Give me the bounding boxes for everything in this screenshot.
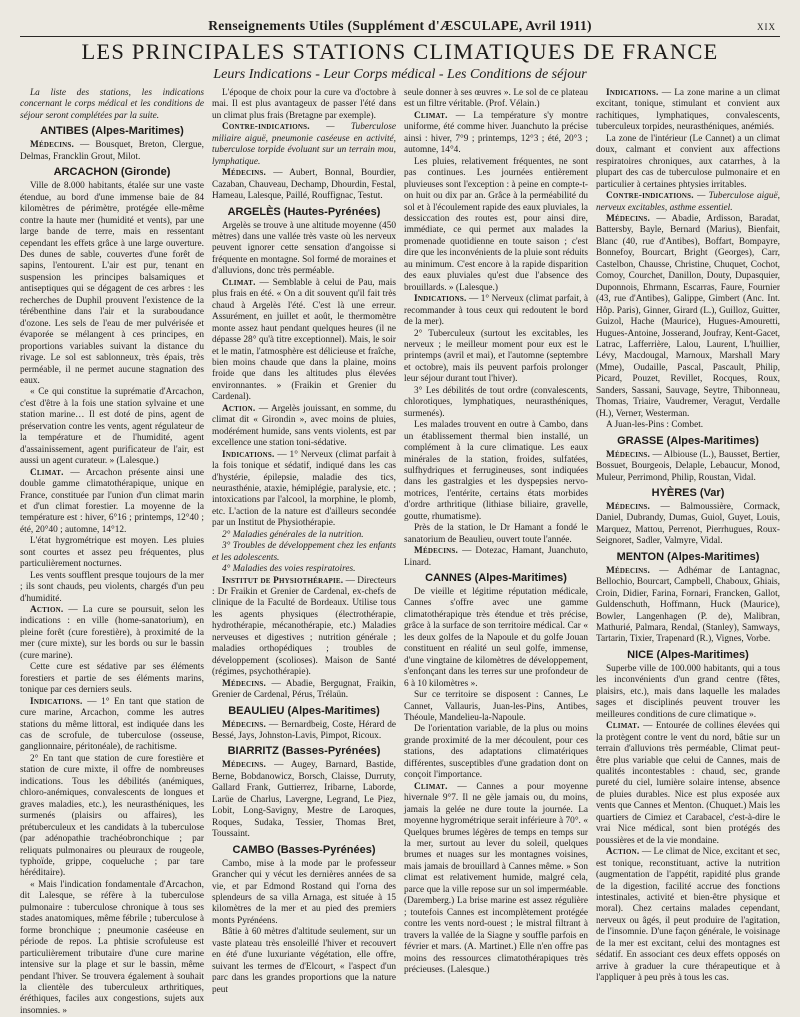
paragraph: 3° Les débilités de tout ordre (convalescents, chlorotiques, lymphatiques, neurasthéniques, surmenés).: [404, 385, 588, 419]
station-heading-argeles: ARGELÈS (Hautes-Pyrénées): [227, 205, 381, 218]
paragraph: « Mais l'indication fondamentale d'Arcachon, dit Lalesque, se réfère à la tuberculose pulmonaire : tuberculose chronique à tous ses stades anatomiques, même fébrile ; tuberculose à forme bronchique ; pneumonie caséeuse en période de repos. La phtisie scrofuleuse est particulièrement tributaire d'une cure marine intensive sur la plage et sur le bassin, même pendant l'hiver. Se trouvera également à souhait la clientèle des tuberculeux arthritiques, éréthiques, faciles aux congestions, sujets aux insomnies. »: [20, 879, 204, 1016]
station-heading-grasse: GRASSE (Alpes-Maritimes): [617, 434, 759, 447]
section-label: Action.: [222, 403, 256, 414]
paragraph: Cambo, mise à la mode par le professeur Grancher qui y vécut les dernières années de sa vie, et par Edmond Rostand qui l'orna des splendeurs de sa villa Arnaga, est située à 15 kilomètres de la mer et au pied des premiers monts Pyrénéens.: [212, 858, 396, 926]
running-head: [20, 16, 780, 36]
paragraph: Sur ce territoire se disposent : Cannes, Le Cannet, Vallauris, Juan-les-Pins, Antibes, Théoule, Mandelieu-la-Napoule.: [404, 690, 588, 724]
paragraph-text: — Semblable à celui de Pau, mais plus frais en été. « On a dit souvent qu'il fait très chaud à Argelès l'été. C'est là une erreur. Assurément, en juillet et août, le thermomètre monte assez haut pendant quelques heures (il ne dépasse 28° qu'à titre exceptionnel). Mais, le soir et le matin, l'atmosphère est délicieuse et fraîche, bien moins chaude que dans la plaine, moins froide que dans les altitudes plus élevées environnantes. » (Fraikin et Grenier du Cardenal).: [212, 277, 396, 403]
section-label: Climat.: [606, 721, 640, 732]
paragraph: De l'orientation variable, de la plus ou moins grande proximité de la mer découlent, pour ces stations, des adaptations climatériques différentes, susceptibles d'une gradation dont on conçoit l'importance.: [404, 724, 588, 781]
paragraph-text: — Tuberculose miliaire aiguë, pneumonie caséeuse en activité, tuberculose torpide évoluant sur un terrain mou, lymphatique.: [212, 122, 396, 167]
doctors-list: — Adhémar de Lantagnac, Bellochio, Bourcart, Campbell, Chaboux, Ghiais, Croin, Didier, Farina, Fornari, Francken, Gallot, Guldenschuth, Hoffmann, Huck (Maurice), Bowler, Langenhagen (P. de), Malibran, Mathurié, Palmara, Rendal, (Stanley), Samways, Tartarin, Tixier, Trapenard (R.), Vignes, Vorbe.: [596, 565, 780, 645]
doctors-list: — Augey, Barnard, Bastide, Berne, Bobdanowicz, Borsch, Claisse, Durruty, Gallard Frank, Guttierrez, Iribarne, Laborde, Larüe de Charlus, Lavergne, Legrand, Le Piez, Lobit, Long-Savigny, Mestre de Laroques, Roques, Sudaka, Tessier, Thomas Bret, Toussaint.: [212, 760, 396, 840]
doctors-list: — Abadie, Bergugnat, Fraikin, Grenier de Cardenal, Pérus, Trélaün.: [212, 678, 396, 701]
section-label: Indications.: [606, 88, 659, 98]
station-heading-nice: NICE (Alpes-Maritimes): [627, 648, 749, 661]
paragraph: Les pluies, relativement fréquentes, ne sont pas continues. Les journées entièrement pluvieuses sont l'exception : à peine en compte-t-on huit ou dix par an. Grâce à la perméabilité du sol et à l'écoulement rapide des eaux pluviales, la dessiccation des routes est, pour ainsi dire, immédiate, ce qui permet aux malades la promenade quotidienne en toute saison ; c'est dire que les inconvénients de la pluie sont réduits au minimum. C'est encore à la rapide disparition des eaux pluviales qu'est due l'absence des brouillards. » (Lalesque.): [404, 156, 588, 293]
paragraph-text: — Tuberculose aiguë, nerveux excitables, asthme essentiel.: [596, 191, 780, 213]
column-4: [596, 88, 780, 1006]
section-label: Action.: [606, 847, 640, 858]
paragraph-text: — La température s'y montre uniforme, été comme hiver. Juanchuto la précise ainsi : hiver, 7°9 ; printemps, 12°3 ; été, 20°3 ; automne, 14°4.: [404, 110, 588, 156]
paragraph-text: — 1° Nerveux (climat parfait, à recommander à tous ceux qui redoutent le bord de la mer).: [404, 294, 588, 328]
paragraph: 2° En tant que station de cure forestière et station de cure mixte, il offre de nombreuses indications. Tous les débilités (anémiques, chloro-anémiques, convalescents de longues et graves maladies, etc.), les neurasthéniques, les surmenés (plaisirs ou affaires), les prétuberculeux et les candidats à la tuberculose (par adénopathie trachéobronchique ; par reliquats pulmonaires ou pleuraux de rougeole, typhoïde, grippe, coqueluche ; par tare héréditaire).: [20, 753, 204, 879]
doctors-list: — Bousquet, Breton, Clergue, Delmas, Francklin Grout, Milot.: [20, 140, 204, 162]
page-number: XIX: [757, 22, 776, 32]
section-label: Contre-indications.: [606, 191, 694, 202]
section-label: Contre-indications.: [222, 122, 310, 133]
paragraph: seule donner à ses œuvres ». Le sol de ce plateau est un filtre véritable. (Prof. Vélain.): [404, 88, 588, 110]
doctors-list: — Aubert, Bonnal, Bourdier, Cazaban, Chauveau, Dechamp, Dhourdin, Festal, Hameau, Lalesque, Paillé, Rouffignac, Testut.: [212, 168, 396, 202]
doctors-list: — Bernardbeig, Coste, Hérard de Bessé, Jays, Johnston-Lavis, Pimpot, Ricoux.: [212, 719, 397, 742]
station-heading-hyeres: HYÈRES (Var): [651, 486, 725, 499]
paragraph: « Ce qui constitue la suprématie d'Arcachon, c'est d'être à la fois une station sylvaine et une station marine… Il est doté de pins, agent de préservation contre les vents, agent régulateur de la température et de l'humidité, agent d'assainissement, agent purificateur de l'air, est aussi un agent curateur. » (Lalesque.): [20, 387, 204, 467]
paragraph-text: — 1° Nerveux (climat parfait à la fois tonique et sédatif, indiqué dans les cas d'hystérie, épilepsie, maladie des tics, neurasthénie, ataxie, hémiplégie, paralysie, etc. ; intoxications par l'alcool, la morphine, le plomb, etc. L'action de la nature est d'ailleurs secondée par un Institut de Physiothérapie.: [212, 449, 396, 529]
paragraph-text: — Directeurs : Dr Fraikin et Grenier de Cardenal, ex-chefs de clinique de la Faculté de Bordeaux. Utilise tous les agents physiques (électrothérapie, hydrothérapie, mécanothérapie, etc.) Maladies nerveuses et digestives ; nutrition générale ; maladies orthopédiques ; troubles de développement (scolioses). Maison de Santé (régimes, psychothérapie).: [212, 575, 396, 678]
section-label: Indications.: [414, 294, 467, 305]
paragraph: L'état hygrométrique est moyen. Les pluies sont courtes et assez peu fréquentes, plus particulièrement nocturnes.: [20, 536, 204, 570]
column-1: [20, 88, 205, 1016]
paragraph: Argelès se trouve à une altitude moyenne (450 mètres) dans une vallée très vaste où les nerveux peuvent ignorer cette sensation d'angoisse si fréquente en montagne. Sol formé de moraines et d'alluvions, donc très perméable.: [212, 220, 396, 277]
paragraph: La zone de l'intérieur (Le Cannet) a un climat doux, calmant et convient aux affections respiratoires chroniques, aux catarrhes, à la plupart des cas de tuberculose pulmonaire et en particulier à certaines phtysies irritables.: [596, 133, 780, 190]
main-title: LES PRINCIPALES STATIONS CLIMATIQUES DE FRANCE: [81, 39, 719, 64]
section-label: Action.: [30, 605, 64, 616]
section-label: Médecins.: [222, 760, 267, 771]
section-label: Médecins.: [222, 678, 267, 689]
paragraph: 4° Maladies des voies respiratoires.: [222, 564, 356, 575]
column-3: [404, 88, 588, 1006]
section-label: Médecins.: [606, 565, 651, 576]
intro-note: La liste des stations, les indications concernant le corps médical et les conditions de séjour seront complétées par la suite.: [20, 88, 204, 121]
paragraph-text: — Cannes a pour moyenne hivernale 9°7. Il ne gèle jamais ou, du moins, jamais la gelée ne dure toute la journée. La moyenne hygrométrique serait inférieure à 70°. « Quelques brumes légères de temps en temps sur la mer, surtout au lever du soleil, quelques brumes et nuages sur les montagnes voisines, mais jamais de brouillard à Cannes même. » Son climat est relativement humide, malgré cela, parce que la ville repose sur un sol imperméable. (Daremberg.) La brise marine est assez régulière ; toutefois Cannes est incomplètement protégée contre les vents nord-ouest ; le mistral filtrant à travers la vallée de la Siagne y souffle parfois en février et mars. (A. Martinet.) Elle n'en offre pas moins des ressources climatothérapiques très précieuses. (Lalesque.): [404, 781, 588, 975]
paragraph: Ville de 8.000 habitants, étalée sur une vaste étendue, au bord d'une immense baie de 84 kilomètres de périmètre, protégée elle-même contre la haute mer (humidité et vents), par une large bande de terre, mais en ressentant cependant les effets grâce à une large ouverture. Des dunes de sable, couvertes d'une forêt de sapins, l'entourent. L'air est pur, tenant en suspension les principes balsamiques et antiseptiques qui se dégagent de ces arbres : les recherches de Duphil prouvent l'existence de la térébenthine dans l'air et la suraboudance d'ozone. Les sels de l'eau de mer pulvérisée et évaporée se mélangent à ces principes, en proportions variables suivant la distance du rivage. Le sol est sablonneux, très épais, très perméable, il ne permet aucune stagnation des eaux.: [20, 181, 204, 386]
section-label: Médecins.: [30, 140, 75, 151]
section-label: Médecins.: [606, 501, 651, 512]
doctors-list: — Balmoussière, Cormack, Daniel, Dubrandy, Dumas, Guiol, Guyet, Louis, Marquez, Mattou, Perrenot, Pierrhugues, Roux-Seignoret, Sadler, Valmyre, Vidal.: [596, 501, 781, 547]
doctors-list: — Albiouse (L.), Bausset, Bertier, Bossuet, Bourgeois, Delaple, Lebaucur, Monod, Muleur, Perrimond, Philip, Roustan, Vidal.: [596, 449, 780, 483]
paragraph-text: — Arcachon présente ainsi une double gamme climatothérapique, unique en France, constituée par l'union d'un climat marin et d'un climat forestier. La moyenne de la température est : hiver, 6°16 ; printemps, 12°40 ; été, 20°40 ; automne, 14°12.: [20, 467, 205, 535]
section-label: Climat.: [30, 467, 64, 478]
doctors-list: — Dotezac, Hamant, Juanchuto, Linard.: [404, 546, 588, 568]
paragraph: Cette cure est sédative par ses éléments forestiers et partie de ses éléments marins, tonique par ces derniers seuls.: [20, 662, 204, 696]
section-label: Médecins.: [414, 546, 459, 557]
section-label: Climat.: [414, 110, 448, 121]
paragraph: Les malades trouvent en outre à Cambo, dans un établissement thermal bien installé, un complément à la cure climatique. Les eaux minérales de la station, froides, sulfatées, sulfhydriques et ferrugineuses, sont indiquées dans les gastralgies et les dyspepsies nervo-motrices, l'entérite, certains états morbides d'ordre arthritique (lithiase biliaire, gravelle, goutte, rhumatisme).: [404, 420, 588, 522]
header-rule: [20, 36, 780, 37]
station-heading-menton: MENTON (Alpes-Maritimes): [616, 550, 760, 563]
paragraph: 2° Maladies générales de la nutrition.: [222, 529, 364, 540]
station-heading-beaulieu: BEAULIEU (Alpes-Maritimes): [228, 704, 380, 717]
station-heading-cannes: CANNES (Alpes-Maritimes): [425, 572, 567, 585]
section-label: Indications.: [222, 449, 275, 460]
paragraph: Les vents soufflent presque toujours de la mer ; ils sont chauds, peu violents, chargés d'un peu d'humidité.: [20, 570, 204, 604]
paragraph-text: — Le climat de Nice, excitant et sec, est tonique, reconstituant, active la nutrition (augmentation de l'appétit, rapidité plus grande de la digestion, facilité accrue des fonctions intestinales, activité et bien-être physique et moral). Chez certains malades cependant, nerveux ou âgés, il peut produire de l'agitation, de l'insomnie. D'une façon générale, le voisinage de la mer est excitant, celui des montagnes est sédatif. En associant ces deux effets opposés on arrive à graduer la cure thérapeutique et à l'appliquer à peu près à tous les cas.: [596, 847, 780, 984]
paragraph: A Juan-les-Pins : Combet.: [606, 420, 704, 431]
paragraph-text: — Argelès jouissant, en somme, du climat dit « Girondin », avec moins de pluies, modérément humide, sans vents violents, est par excellence une station toni-sédative.: [212, 403, 396, 449]
article-columns: [20, 88, 781, 1016]
subtitle: Leurs Indications - Leur Corps médical - Les Conditions de séjour: [213, 67, 587, 82]
section-label: Médecins.: [222, 168, 267, 179]
paragraph-text: — La zone marine a un climat excitant, tonique, stimulant et convient aux rachitiques, lymphatiques, convalescents, tuberculeux torpides, neurasthéniques, anémiés.: [596, 88, 780, 133]
section-label: Médecins.: [606, 449, 651, 460]
paragraph: 2° Tuberculeux (surtout les excitables, les nerveux ; le meilleur moment pour eux est le printemps (avril et mai), et l'automne (septembre et octobre), mais ils peuvent parfois prolonger leur séjour durant tout l'hiver).: [404, 328, 588, 385]
section-label: Médecins.: [222, 719, 267, 730]
section-label: Climat.: [222, 277, 256, 288]
paragraph: De vieille et légitime réputation médicale, Cannes s'offre avec une gamme climatothérapique très étendue et très précise, grâce à la surface de son territoire médical. Car « les deux golfes de la Napoule et du golfe Jouan constituent en réalité un seul golfe, immense, d'une vingtaine de kilomètres de développement, s'enfonçant dans les terres sur une profondeur de 6 à 10 kilomètres ».: [404, 587, 588, 689]
paragraph-text: — La cure se poursuit, selon les indications : en ville (home-sanatorium), en pleine forêt (cure forestière), à proximité de la mer (cure mixte), sur les bords ou sur le bassin (cure marine).: [20, 605, 205, 661]
station-heading-biarritz: BIARRITZ (Basses-Pyrénées): [227, 745, 381, 758]
column-2: [212, 88, 396, 1006]
station-heading-antibes: ANTIBES (Alpes-Maritimes): [40, 125, 184, 138]
paragraph-text: — 1° En tant que station de cure marine, Arcachon, comme les autres stations du même littoral, est indiquée dans les cas de scrofule, de tuberculose (osseuse, ganglionnaire, péritonéale), de rachitisme.: [20, 696, 204, 753]
paragraph: Bâtie à 60 mètres d'altitude seulement, sur un vaste plateau très ensoleillé l'hiver et recouvert en été d'une luxuriante végétation, elle offre, suivant les termes de d'Elcourt, « l'aspect d'un parc dans les grandes proportions que la nature peut: [212, 927, 396, 995]
paragraph: Superbe ville de 100.000 habitants, qui a tous les inconvénients d'un grand centre (fêtes, plaisirs, etc.), mais dans laquelle les malades sages et disciplinés peuvent trouver les meilleures conditions de cure climatique ».: [596, 663, 780, 720]
paragraph: 3° Troubles de développement chez les enfants et les adolescents.: [212, 541, 396, 563]
section-label: Médecins.: [606, 213, 651, 224]
doctors-list: — Abadie, Ardisson, Baradat, Battersby, Bayle, Bernard (Marius), Bienfait, Blanc (40, rue d'Antibes), Boffart, Bompayre, Bonnefoy, Bourcart, Bright (Georges), Carr, Castelbon, Chausse, Christine, Chuquet, Cochot, Comoy, Courchet, Danillon, Douty, Dupasquier, Duponnois, Ehrmann, Escarras, Faure, Fournier (43, rue d'Antibes), Galippe, Gimbert (Anc. Int. Hôp. Paris), Ginner, Girard (L.), Guilloz, Guitter, Guizol, Hache (Maurice), Hugues-Amouretti, Hugues-Antoine, Josserand, Joufray, Kent-Gacet, Latrac, Lafferrière, Lalou, Laurent, L'huillier, Lévy, Macdougal, Marnoux, Marshall Mary (Mme), Oudaille, Pascal, Pascault, Philip, Picard, Pouzet, Revillet, Rocques, Roux, Sanders, Sassani, Sauvage, Seytre, Thibonneau, Thomas, Triaire, Vaudremer, Veragut, Verdalle (H.), Verneт, Westerman.: [596, 213, 781, 419]
paragraph: Près de la station, le Dr Hamant a fondé le sanatorium de Beaulieu, ouvert toute l'année.: [404, 523, 588, 545]
section-label: Indications.: [30, 696, 83, 707]
section-label: Climat.: [414, 781, 448, 792]
paragraph-text: — Entourée de collines élevées qui la protègent contre le vent du nord, bâtie sur un terrain d'alluvions très perméable, Climat peut-être plus variable que celui de Cannes, mais de qualités incontestables : chaud, sec, grande pureté du ciel, lumière solaire intense, absence de pluies durables. Nice est plus exposée aux vents que Cannes et Menton. (Chuquet.) Mais les quartiers de Cimiez et Carabacel, c'est-à-dire le vrai Nice médical, sont bien protégés des poussières et de la vie mondaine.: [596, 721, 781, 846]
section-label: Institut de Physiothérapie.: [222, 575, 344, 586]
paragraph: L'époque de choix pour la cure va d'octobre à mai. Il est plus avantageux de passer l'été dans un climat plus frais (Bretagne par exemple).: [212, 88, 396, 121]
station-heading-cambo: CAMBO (Basses-Pyrénées): [232, 843, 376, 856]
running-title: Renseignements Utiles (Supplément d'ÆSCULAPE, Avril 1911): [208, 18, 592, 33]
station-heading-arcachon: ARCACHON (Gironde): [53, 166, 171, 179]
